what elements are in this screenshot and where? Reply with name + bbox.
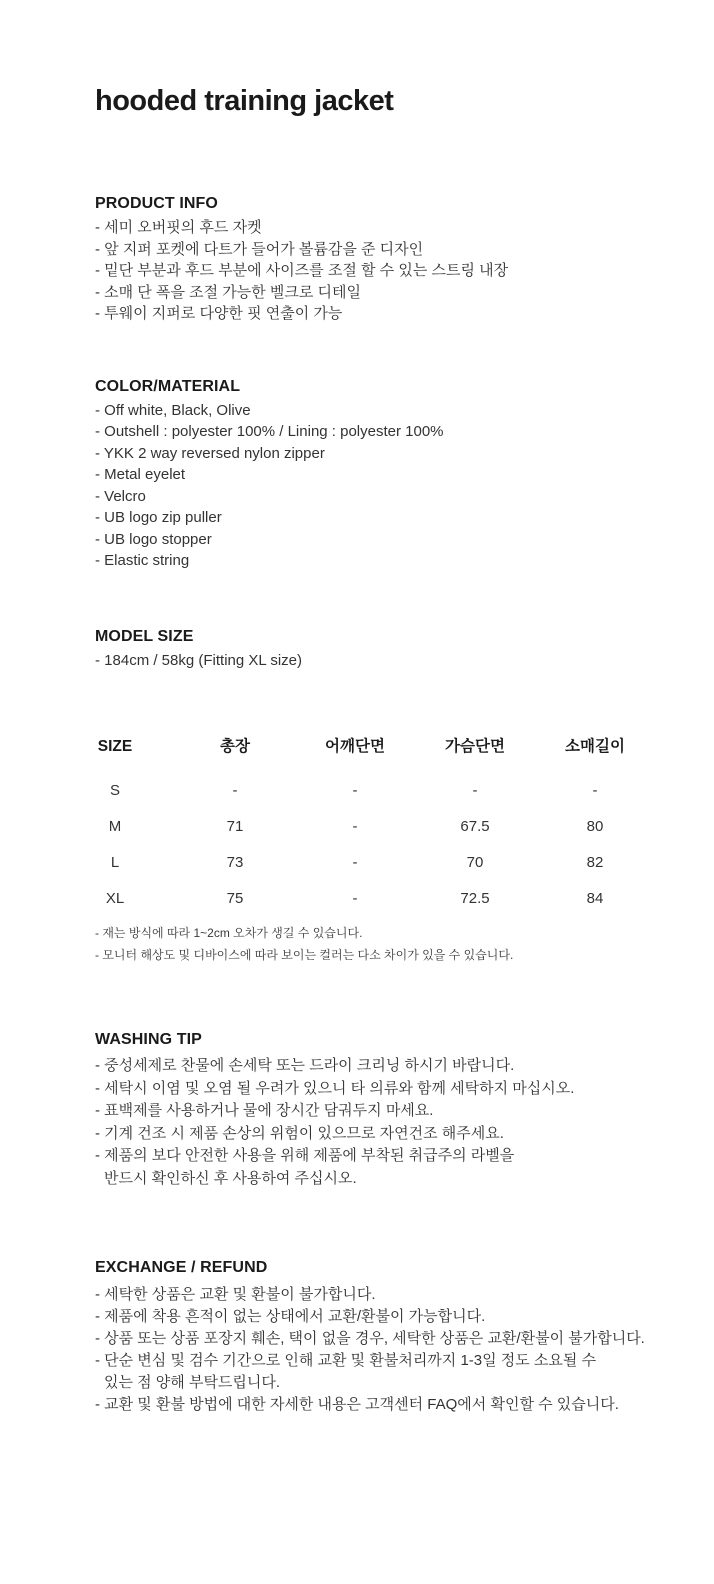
section-heading-product-info: PRODUCT INFO [95, 195, 218, 212]
section-heading-washing-tip: WASHING TIP [95, 1031, 202, 1048]
section-color-material [95, 376, 656, 572]
page-title: hooded training jacket [95, 85, 394, 117]
size-table-cell: - [352, 782, 358, 799]
size-table-header-cell: 소매길이 [565, 738, 625, 755]
size-table-row [55, 845, 655, 881]
size-chart-notes [95, 922, 656, 966]
text-line: - Velcro [95, 487, 146, 505]
model-size-list [95, 650, 656, 672]
size-chart-table [55, 737, 655, 917]
text-line: - 재는 방식에 따라 1~2cm 오차가 생길 수 있습니다. [95, 926, 363, 940]
size-table-cell: XL [105, 890, 125, 907]
size-table-row [55, 773, 655, 809]
washing-tip-list [95, 1055, 656, 1190]
color-material-list [95, 400, 656, 572]
size-table-cell: 73 [226, 854, 244, 871]
text-line: - 세탁시 이염 및 오염 될 우려가 있으니 타 의류와 함께 세탁하지 마십시오. [95, 1079, 575, 1097]
size-table-header-cell: 어깨단면 [325, 738, 385, 755]
size-table-header-cell: SIZE [97, 738, 133, 755]
size-table-header-row [55, 737, 655, 773]
size-table-cell: 75 [226, 890, 244, 907]
size-table-cell: - [352, 890, 358, 907]
text-line: - 밑단 부분과 후드 부분에 사이즈를 조절 할 수 있는 스트링 내장 [95, 262, 509, 279]
product-info-list [95, 217, 656, 325]
size-table-cell: - [352, 854, 358, 871]
text-line: - 세탁한 상품은 교환 및 환불이 불가합니다. [95, 1286, 376, 1303]
section-heading-color-material: COLOR/MATERIAL [95, 377, 241, 395]
text-line: - Metal eyelet [95, 466, 186, 483]
text-line: - Off white, Black, Olive [95, 401, 251, 419]
section-heading-exchange-refund: EXCHANGE / REFUND [95, 1259, 268, 1276]
size-table-header-cell: 가슴단면 [445, 738, 505, 755]
section-heading-model-size: MODEL SIZE [95, 627, 194, 645]
section-model-size [95, 626, 656, 672]
text-line: - 기계 건조 시 제품 손상의 위험이 있으므로 자연건조 해주세요. [95, 1124, 504, 1142]
text-line: - YKK 2 way reversed nylon zipper [95, 444, 325, 462]
text-line: - Elastic string [95, 552, 190, 569]
text-line: - 184cm / 58kg (Fitting XL size) [95, 651, 303, 669]
text-line: 반드시 확인하신 후 사용하여 주십시오. [104, 1169, 357, 1187]
size-table-cell: - [352, 818, 358, 835]
size-table-row [55, 809, 655, 845]
size-table-cell: - [232, 782, 238, 799]
text-line: - 소매 단 폭을 조절 가능한 벨크로 디테일 [95, 283, 362, 301]
section-washing-tip [95, 1029, 656, 1190]
size-table-header-cell: 총장 [220, 738, 250, 755]
size-table-cell: 72.5 [460, 890, 490, 907]
text-line: - Outshell : polyester 100% / Lining : polyester 100% [95, 423, 444, 440]
text-line: 있는 점 양해 부탁드립니다. [104, 1374, 281, 1391]
exchange-refund-list [95, 1284, 656, 1416]
text-line: - 단순 변심 및 검수 기간으로 인해 교환 및 환불처리까지 1-3일 정도 소요될 수 [95, 1352, 597, 1369]
size-table-row [55, 881, 655, 917]
size-table-cell: - [472, 782, 478, 799]
text-line: - 중성세제로 찬물에 손세탁 또는 드라이 크리닝 하시기 바랍니다. [95, 1057, 515, 1074]
text-line: - 모니터 해상도 및 디바이스에 따라 보이는 컬러는 다소 차이가 있을 수 있습니다. [95, 948, 514, 962]
text-line: - 투웨이 지퍼로 다양한 핏 연출이 가능 [95, 305, 343, 322]
section-product-info [95, 193, 656, 325]
text-line: - 제품의 보다 안전한 사용을 위해 제품에 부착된 취급주의 라벨을 [95, 1147, 515, 1164]
size-table-cell: L [110, 854, 120, 871]
text-line: - 제품에 착용 흔적이 없는 상태에서 교환/환불이 가능합니다. [95, 1308, 486, 1325]
text-line: - 앞 지퍼 포켓에 다트가 들어가 볼륨감을 준 디자인 [95, 240, 424, 258]
product-detail-page [0, 84, 714, 1416]
size-table-cell: 67.5 [460, 818, 490, 835]
size-table-cell: 82 [586, 854, 604, 871]
size-table-cell: 71 [226, 818, 244, 835]
text-line: - 상품 또는 상품 포장지 훼손, 택이 없을 경우, 세탁한 상품은 교환/환불이 불가합니다. [95, 1330, 645, 1347]
text-line: - 세미 오버핏의 후드 자켓 [95, 219, 262, 236]
size-table-cell: M [108, 818, 122, 835]
text-line: - UB logo stopper [95, 530, 212, 548]
text-line: - 표백제를 사용하거나 물에 장시간 담궈두지 마세요. [95, 1102, 434, 1119]
section-exchange-refund [95, 1257, 656, 1416]
text-line: - 교환 및 환불 방법에 대한 자세한 내용은 고객센터 FAQ에서 확인할 수 있습니다. [95, 1396, 619, 1413]
text-line: - UB logo zip puller [95, 509, 222, 526]
size-table-cell: - [592, 782, 598, 799]
size-table-cell: 80 [586, 818, 604, 835]
size-table-cell: 84 [586, 890, 604, 907]
size-table-cell: 70 [466, 854, 484, 871]
size-table-cell: S [109, 782, 120, 799]
